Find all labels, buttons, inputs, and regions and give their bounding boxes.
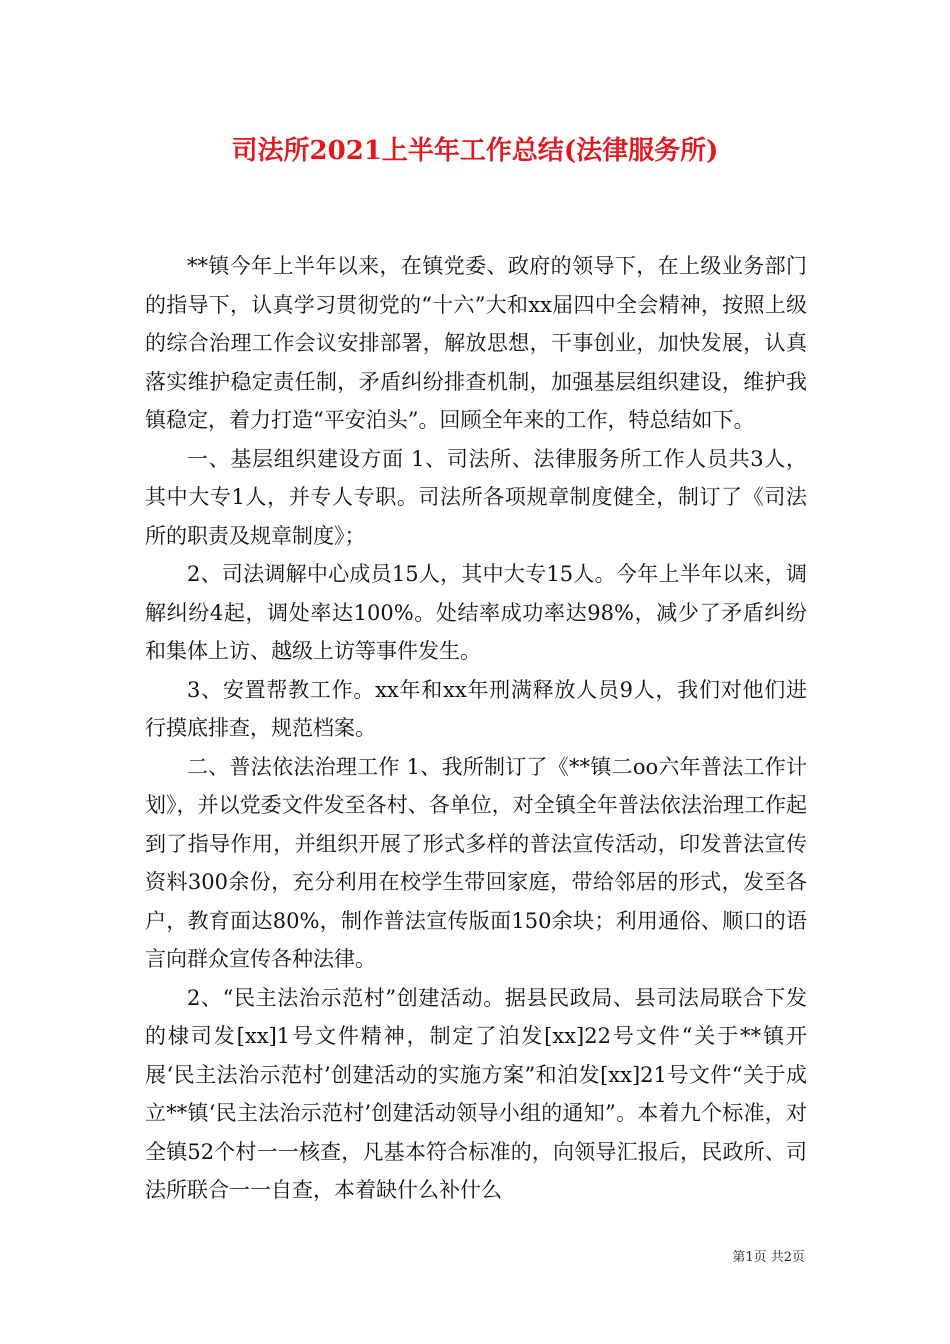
document-title: 司法所2021上半年工作总结(法律服务所) bbox=[231, 136, 719, 166]
paragraph-intro: **镇今年上半年以来，在镇党委、政府的领导下，在上级业务部门的指导下，认真学习贯彻党的“十六”大和xx届四中全会精神，按照上级的综合治理工作会议安排部署，解放思想，干事创业，加快发展，认真落实维护稳定责任制，矛盾纠纷排查机制，加强基层组织建设，维护我镇稳定，着力打造“平安泊头”。回顾全年来的工作，特总结如下。 bbox=[145, 254, 807, 432]
document-body bbox=[145, 247, 807, 1210]
paragraph-resettlement: 3、安置帮教工作。xx年和xx年刑满释放人员9人，我们对他们进行摸底排查，规范档案。 bbox=[145, 677, 807, 740]
paragraph-section-2: 二、普法依法治理工作 1、我所制订了《**镇二oo六年普法工作计划》，并以党委文件发至各村、各单位，对全镇全年普法依法治理工作起到了指导作用，并组织开展了形式多样的普法宣传活动，印发普法宣传资料300余份，充分利用在校学生带回家庭，带给邻居的形式，发至各户，教育面达80%，制作普法宣传版面150余块；利用通俗、顺口的语言向群众宣传各种法律。 bbox=[145, 754, 807, 971]
paragraph-section-1: 一、基层组织建设方面 1、司法所、法律服务所工作人员共3人，其中大专1人，并专人专职。司法所各项规章制度健全，制订了《司法所的职责及规章制度》； bbox=[145, 446, 807, 548]
paragraph-demo-village: 2、“民主法治示范村”创建活动。据县民政局、县司法局联合下发的棣司发[xx]1号文件精神，制定了泊发[xx]22号文件“关于**镇开展‘民主法治示范村’创建活动的实施方案”和泊发[xx]21号文件“关于成立**镇‘民主法治示范村’创建活动领导小组的通知”。本着九个标准，对全镇52个村一一核查，凡基本符合标准的，向领导汇报后，民政所、司法所联合一一自查，本着缺什么补什么 bbox=[145, 985, 807, 1202]
paragraph-mediation: 2、司法调解中心成员15人，其中大专15人。今年上半年以来，调解纠纷4起，调处率达100%。处结率成功率达98%，减少了矛盾纠纷和集体上访、越级上访等事件发生。 bbox=[145, 562, 807, 663]
page-number: 第1页 共2页 bbox=[732, 1250, 805, 1265]
